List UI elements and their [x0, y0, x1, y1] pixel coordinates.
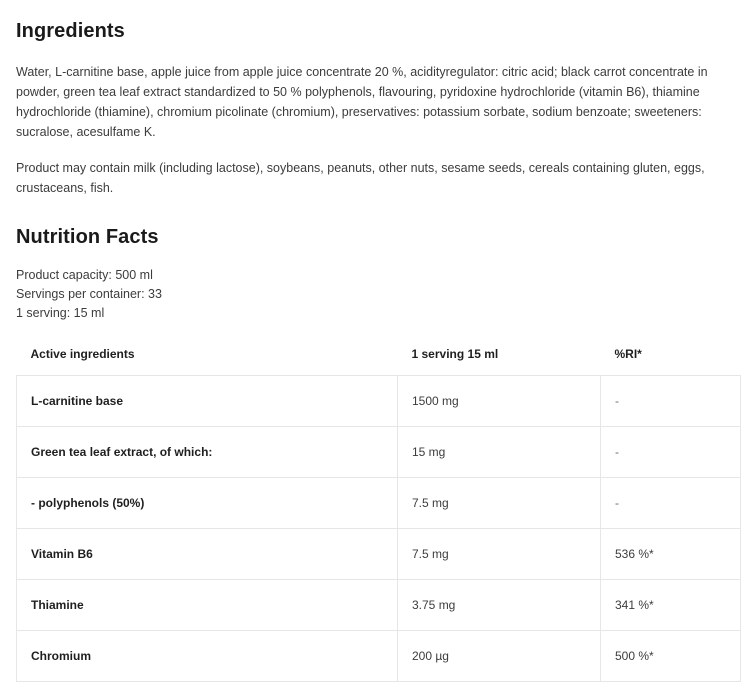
ingredients-list-text: Water, L-carnitine base, apple juice from apple juice concentrate 20 %, acidityregulator: citric acid; black carrot concentrate in powder, green tea leaf extract standardized to 50 % polyphenols, flavouring, pyridoxine hydrochloride (vitamin B6), thiamine hydrochloride (thiamine), chromium picolinate (chromium), preservatives: potassium sorbate, sodium benzoate; sweeteners: sucralose, acesulfame K.	[16, 65, 708, 139]
table-row	[17, 529, 741, 580]
ingredient-name: Vitamin B6	[17, 529, 398, 580]
table-header-row	[17, 347, 741, 376]
table-row	[17, 427, 741, 478]
ingredient-serving-amount: 1500 mg	[398, 376, 601, 427]
column-header-active-ingredients: Active ingredients	[30, 347, 135, 361]
servings-per-container: Servings per container: 33	[16, 287, 162, 301]
nutrition-table	[16, 347, 741, 682]
serving-size: 1 serving: 15 ml	[16, 306, 105, 320]
ingredient-name: Green tea leaf extract, of which:	[17, 427, 398, 478]
ingredient-serving-amount: 3.75 mg	[398, 580, 601, 631]
table-row	[17, 631, 741, 682]
nutrition-meta-list	[16, 266, 740, 323]
ingredient-serving-amount: 200 µg	[398, 631, 601, 682]
ingredient-ri-value: 341 %*	[601, 580, 741, 631]
ingredient-serving-amount: 7.5 mg	[398, 478, 601, 529]
ingredients-heading: Ingredients	[16, 20, 125, 42]
column-header-serving: 1 serving 15 ml	[411, 347, 499, 361]
ingredient-name: Thiamine	[17, 580, 398, 631]
ingredient-ri-value: 500 %*	[601, 631, 741, 682]
ingredient-name: L-carnitine base	[17, 376, 398, 427]
nutrition-facts-heading: Nutrition Facts	[16, 226, 159, 248]
allergen-warning-text: Product may contain milk (including lactose), soybeans, peanuts, other nuts, sesame seeds, cereals containing gluten, eggs, crustaceans, fish.	[16, 161, 705, 195]
nutrition-table-header	[17, 347, 741, 376]
table-row	[17, 580, 741, 631]
ingredient-ri-value: -	[601, 376, 741, 427]
ingredient-serving-amount: 7.5 mg	[398, 529, 601, 580]
ingredient-name: - polyphenols (50%)	[17, 478, 398, 529]
product-capacity: Product capacity: 500 ml	[16, 268, 153, 282]
ingredient-ri-value: -	[601, 427, 741, 478]
ingredient-name: Chromium	[17, 631, 398, 682]
ingredient-ri-value: 536 %*	[601, 529, 741, 580]
table-row	[17, 478, 741, 529]
column-header-ri: %RI*	[614, 347, 642, 361]
nutrition-table-body	[17, 376, 741, 682]
ingredient-ri-value: -	[601, 478, 741, 529]
ingredient-serving-amount: 15 mg	[398, 427, 601, 478]
table-row	[17, 376, 741, 427]
